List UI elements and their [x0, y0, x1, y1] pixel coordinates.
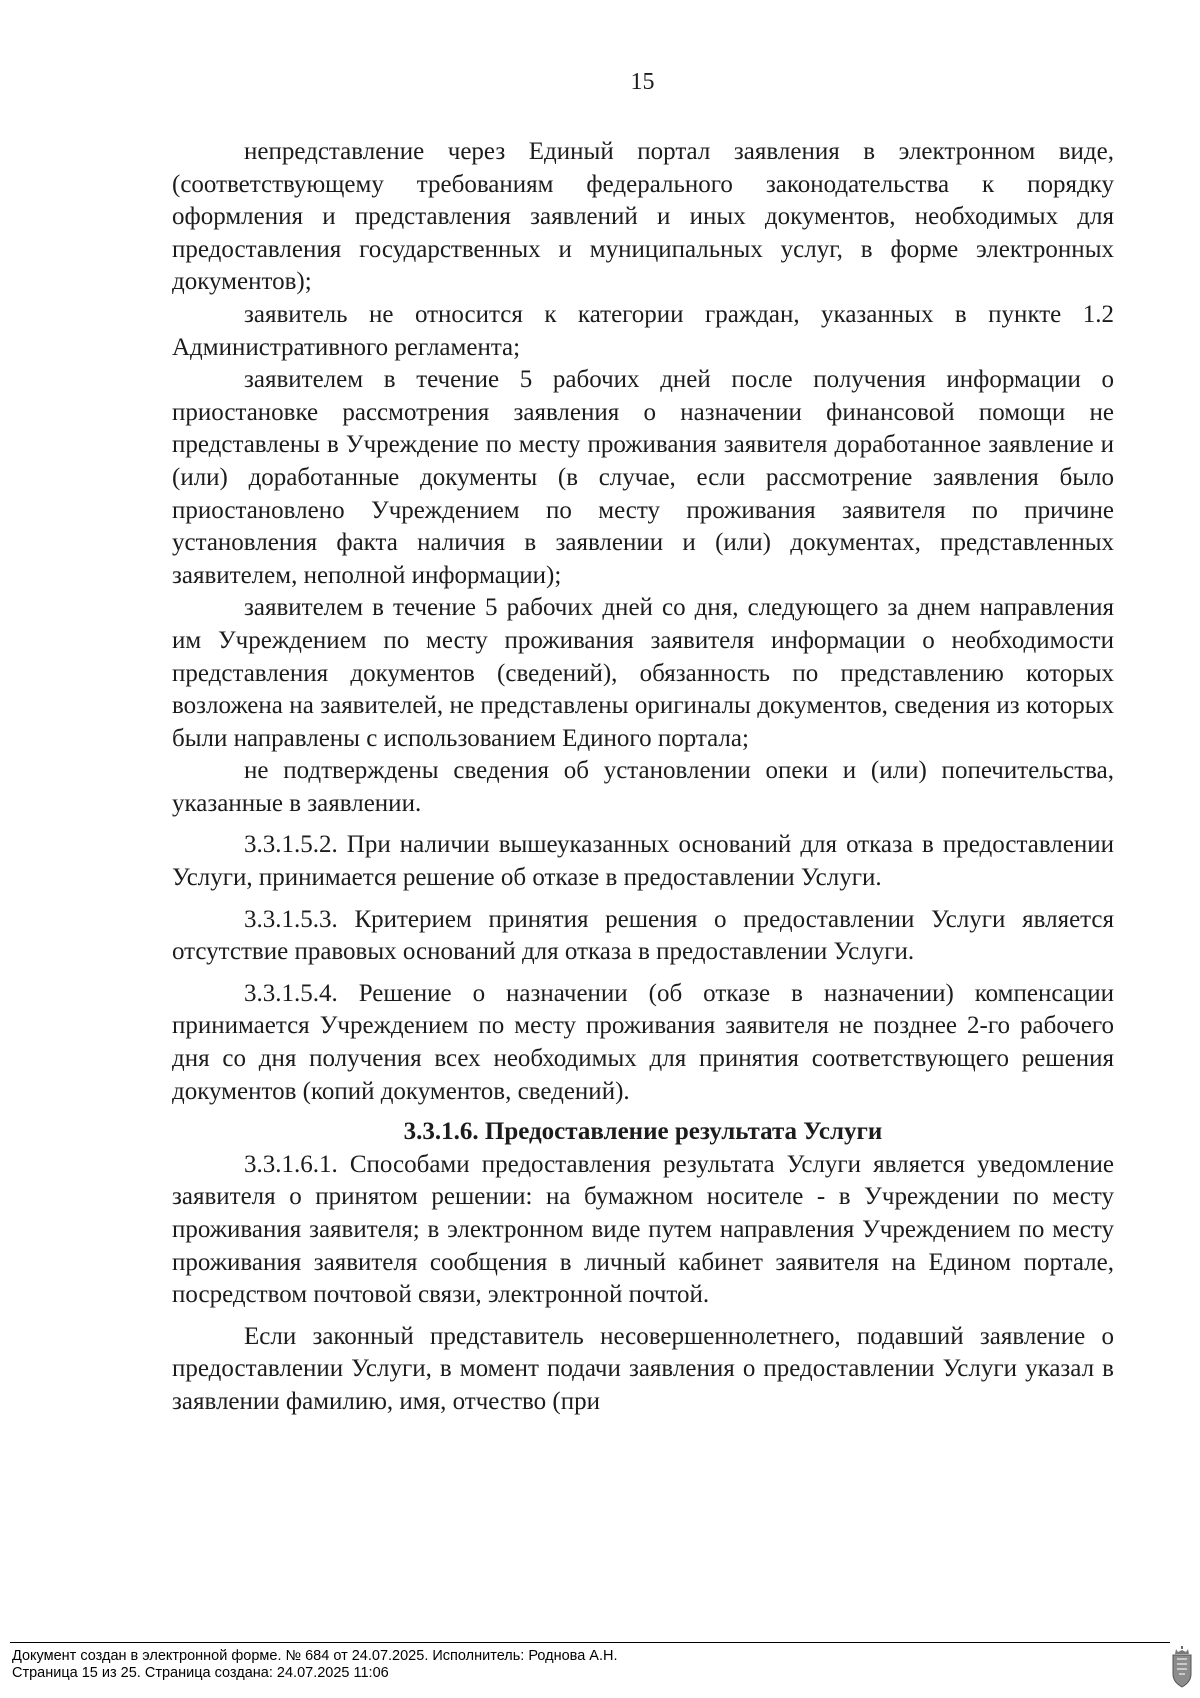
paragraph-suspension-deadline: заявителем в течение 5 рабочих дней после получения информации о приостановке рассмотрения заявления о назначении финансовой помощи не представлены в Учреждение по месту проживания заявителя доработанное заявление и (или) доработанные документы (в случае, если рассмотрение заявления было приостановлено Учреждением по месту проживания заявителя по причине установления факта наличия в заявлении и (или) документах, представленных заявителем, неполной информации);	[172, 366, 1114, 589]
footer-line-1: Документ создан в электронной форме. № 684 от 24.07.2025. Исполнитель: Роднова А.Н.	[12, 1648, 618, 1664]
paragraph-guardianship: не подтверждены сведения об установлении опеки и (или) попечительства, указанные в заявлении.	[172, 757, 1114, 817]
paragraph-3-3-1-5-2: 3.3.1.5.2. При наличии вышеуказанных оснований для отказа в предоставлении Услуги, принимается решение об отказе в предоставлении Услуги.	[172, 831, 1114, 892]
footer-line-2: Страница 15 из 25. Страница создана: 24.07.2025 11:06	[12, 1665, 389, 1681]
document-footer	[12, 1648, 618, 1682]
document-body	[172, 136, 1114, 1419]
footer-divider	[10, 1642, 1170, 1643]
paragraph-legal-representative: Если законный представитель несовершеннолетнего, подавший заявление о предоставлении Услуги, в момент подачи заявления о предоставлении Услуги указал в заявлении фамилию, имя, отчество (при	[172, 1322, 1114, 1415]
section-heading: 3.3.1.6. Предоставление результата Услуги	[403, 1118, 883, 1146]
paragraph-3-3-1-6-1: 3.3.1.6.1. Способами предоставления результата Услуги является уведомление заявителя о принятом решении: на бумажном носителе - в Учреждении по месту проживания заявителя; в электронном виде путем направления Учреждением по месту проживания заявителя сообщения в личный кабинет заявителя на Едином портале, посредством почтовой связи, электронной почтой.	[172, 1150, 1114, 1309]
paragraph-original-documents: заявителем в течение 5 рабочих дней со дня, следующего за днем направления им Учреждением по месту проживания заявителя информации о необходимости представления документов (сведений), обязанность по представлению которых возложена на заявителей, не представлены оригиналы документов, сведения из которых были направлены с использованием Единого портала;	[172, 594, 1114, 752]
paragraph-3-3-1-5-4: 3.3.1.5.4. Решение о назначении (об отказе в назначении) компенсации принимается Учреждением по месту проживания заявителя не позднее 2-го рабочего дня со дня получения всех необходимых для принятия соответствующего решения документов (копий документов, сведений).	[172, 979, 1114, 1105]
page-number: 15	[630, 69, 655, 95]
paragraph-applicant-category: заявитель не относится к категории граждан, указанных в пункте 1.2 Административного регламента;	[172, 300, 1114, 361]
paragraph-portal-submission: непредставление через Единый портал заявления в электронном виде, (соответствующему требованиям федерального законодательства к порядку оформления и представления заявлений и иных документов, необходимых для предоставления государственных и муниципальных услуг, в форме электронных документов);	[172, 138, 1114, 296]
paragraph-3-3-1-5-3: 3.3.1.5.3. Критерием принятия решения о предоставлении Услуги является отсутствие правовых оснований для отказа в предоставлении Услуги.	[172, 905, 1114, 966]
coat-of-arms-icon	[1170, 1646, 1194, 1688]
